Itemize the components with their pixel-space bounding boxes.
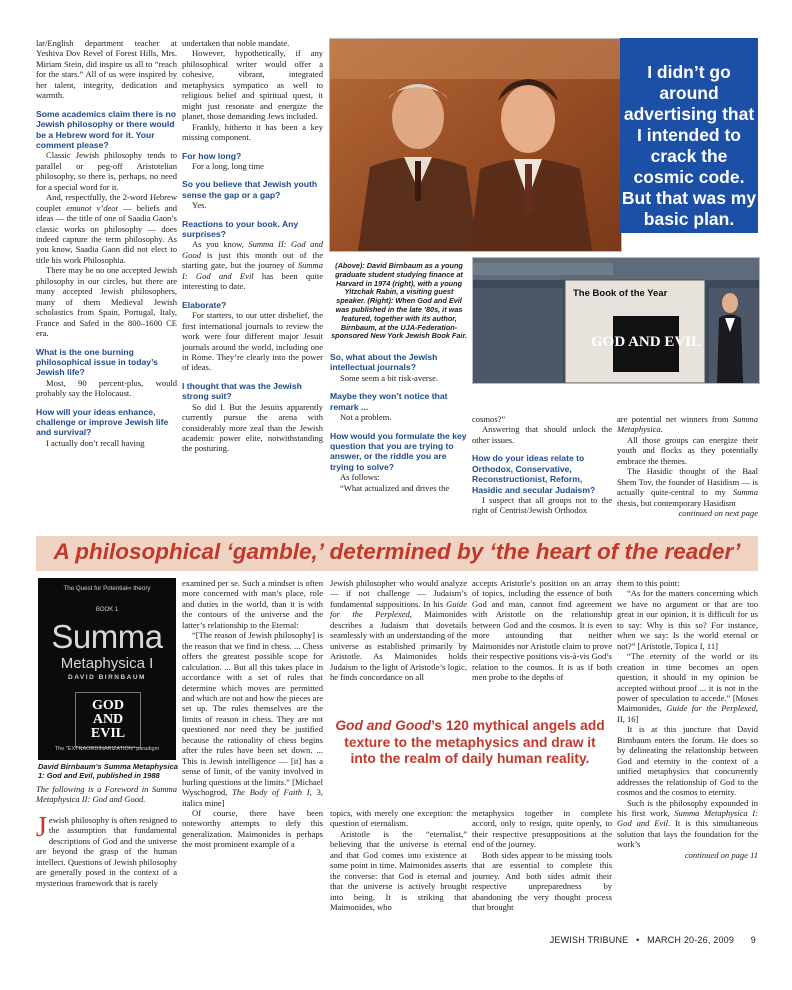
photo-birnbaum-rabin <box>329 38 622 252</box>
paragraph: I actually don’t recall having <box>46 437 145 448</box>
paragraph: All those groups can energize their youth and flocks as they potentially embrace the themes. <box>617 434 758 466</box>
foreword-column-1 <box>36 784 177 924</box>
foreword-column-3-lower <box>330 808 467 924</box>
interview-question: Maybe they won’t notice that remark ... <box>330 391 448 412</box>
headline-band <box>36 536 758 571</box>
paragraph: As you know, Summa II: God and Good is just this month out of the starting gate, but the journey of Summa I: God and Evil has been quite interesting to date. <box>182 239 323 292</box>
paragraph: As follows: <box>340 472 380 483</box>
pull-quote-box <box>620 38 758 233</box>
paragraph: For starters, to our utter disbelief, the first international journals to review the work were four different major Jesuit journals around the world, including one in Rome. They’re clearly into the power of ideas. <box>182 310 323 373</box>
photo-book-fair <box>472 257 760 384</box>
book-author: DAVID BIRNBAUM <box>68 674 146 681</box>
paragraph: Jewish philosopher who would analyze — if not challenge — Judaism’s fundamental suppositions. In his Guide for the Perplexed, Maimonides describes a Judaism that dovetails seamlessly with an understanding of the universe as established primarily by Aristotle. As Maimonides holds Judaism to the light of Aristotle’s logic, he finds concordance on all <box>330 578 467 683</box>
article-column-5 <box>617 414 758 530</box>
issue-date: MARCH 20-26, 2009 <box>647 935 735 945</box>
continued-note: continued on next page <box>678 508 758 519</box>
drop-cap: J <box>36 811 47 843</box>
article-column-1 <box>36 38 177 530</box>
paragraph: are potential net winners from Summa Metaphysica. <box>617 414 758 435</box>
interview-question: What is the one burning philosophical issue in today’s Jewish life? <box>36 346 158 378</box>
paragraph: examined per se. Such a mindset is often more concerned with man’s place, role and duties in the world, than it is with the contours of the universe and the latter’s relationship to the Eternal: <box>182 578 323 630</box>
book-subtitle: Metaphysica I <box>60 655 154 672</box>
paragraph: Most, 90 percent-plus, would probably say the Holocaust. <box>36 377 177 399</box>
paragraph: accepts Aristotle’s position on an array of topics, including the essence of both God and man, cannot find agreement with Aristotle on the relationship between God and the cosmos. It is even more astounding that neither Maimonides nor Aristotle claim to prove their respective positions vis-à-vis God’s relation to the cosmos. It is as if both men probe to the depths of <box>472 578 612 683</box>
interview-question: Reactions to your book. Any surprises? <box>182 218 299 240</box>
paragraph: And, respectfully, the 2-word Hebrew couplet emunot v’deot — beliefs and ideas — the title of one of Saadia Gaon’s classic works on philosophy — does indeed capture the term philosophy. As you know, Saadia Gaon did not elect to title his work Philosophia. <box>36 192 177 265</box>
foreword-column-4 <box>472 578 612 714</box>
publication-name: JEWISH TRIBUNE <box>549 935 629 945</box>
paragraph: It is at this juncture that David Birnbaum enters the forum. He does so by delineating the relationship between God and eternity in the context of a unified metaphysics that concurrently addresses the relationship of God to the cosmos and the cosmos to eternity. <box>617 724 758 798</box>
paragraph: cosmos?” <box>472 414 506 424</box>
paragraph: undertaken that noble mandate. <box>182 38 290 48</box>
paragraph: Such is the philosophy expounded in his first work, Summa Metaphysica I: God and Evil. It is this simultaneous solution that lays the foundation for the work’s <box>617 797 758 850</box>
paragraph: lar/English department teacher at Yeshiva Dov Revel of Forest Hills, Mrs. Miriam Stein, did inspire us all to “reach for the stars.” All of us were inspired by her talent, integrity, dedication and warmth. <box>36 38 177 101</box>
foreword-column-3 <box>330 578 467 714</box>
photo-image <box>330 39 621 251</box>
paragraph: them to this point: <box>617 578 680 588</box>
interview-question: I thought that was the Jewish strong suit? <box>182 380 302 402</box>
interview-question: So you believe that Jewish youth sense the gap or a gap? <box>182 179 318 200</box>
paragraph: Answering that should unlock the other issues. <box>472 424 612 445</box>
interview-question: So, what about the Jewish intellectual journals? <box>330 352 438 373</box>
booth-banner-text: The Book of the Year <box>573 288 668 299</box>
book-top-label: The Quest for Potential∞ theory <box>63 585 151 592</box>
headline: A philosophical ‘gamble,’ determined by ‘the heart of the reader’ <box>53 539 741 564</box>
interview-question: Some academics claim there is no Jewish philosophy or there would be a Hebrew word for it. Your comment please? <box>36 108 176 150</box>
pull-quote-angels <box>335 718 605 768</box>
book-fair-image <box>473 258 759 383</box>
paragraph: Classic Jewish philosophy tends to parallel or peg-off Aristotelian philosophy, so there is, perhaps, no need for a special word for it. <box>36 150 177 192</box>
pull-quote-rest: ’s 120 mythical angels add texture to the metaphysics and draw it into the realm of daily human reality. <box>344 718 605 766</box>
book-title: Summa <box>51 618 163 655</box>
photo-caption: (Above): David Birnbaum as a young graduate student studying finance at Harvard in 1974 (right), with a young Yitzchak Rabin, a visiting guest speaker. (Right): When God and Evil was published in the late ’80s, it was featured, together with its author, Birnbaum, at the UJA-Federation-sponsored New York Jewish Book Fair. <box>331 261 467 341</box>
page-number: 9 <box>750 935 756 945</box>
paragraph: Jewish philosophy is often resigned to the assumption that fundamental descriptions of God and the universe are beyond the grasp of the human intellect. Questions of Jewish philosophy are generally posed in the context of a mysterious framework that is rarely <box>36 811 177 888</box>
pull-quote-text: I didn’t go around advertising that I intended to crack the cosmic code. But that was my basic plan. <box>621 62 757 229</box>
paragraph: “As for the matters concerning which we have no argument or that are too great in our opinion, it is difficult for us to say: Why is this so? For instance, when we say: Is the world eternal or not?” [Aristotle, Topica I, 11] <box>617 588 758 651</box>
continued-note: continued on page 11 <box>684 849 758 860</box>
paragraph: Aristotle is the “eternalist,” believing that the universe is eternal and that God comes into existence at some point in time. Maimonides asserts the converse: that God is eternal and that the universe is actively brought into being. It is striking that Maimonides, who <box>330 828 467 913</box>
paragraph: “The eternity of the world or its creation in time becomes an open question, it should in my opinion be accepted without proof ... it is not in the power of speculation to accede.” [Moses Maimonides, Guide for the Perplexed, II, 16] <box>617 651 758 724</box>
foreword-column-4-lower <box>472 808 612 924</box>
paragraph: I suspect that all groups not to the right of Centrist/Jewish Orthodox <box>472 494 612 516</box>
book-caption: David Birnbaum’s Summa Metaphysica 1: God and Evil, published in 1988 <box>38 762 178 780</box>
article-column-4 <box>472 414 612 530</box>
foreword-intro: The following is a Foreword in Summa Metaphysica II: God and Good. <box>36 784 177 805</box>
pull-quote-emphasis: God and Good <box>335 718 432 733</box>
book-number: BOOK 1 <box>95 607 119 613</box>
paragraph: Yes. <box>192 200 207 211</box>
paragraph: The Hasidic thought of the Baal Shem Tov, the founder of Hasidism — is actually quite-central to my Summa thesis, but contemporary Hasidism <box>617 466 758 508</box>
interview-question: Elaborate? <box>182 299 227 310</box>
interview-question: How do your ideas relate to Orthodox, Conservative, Reconstructionist, Reform, Hasidic and secular Judaism? <box>472 453 596 495</box>
footer-bullet: • <box>636 935 640 945</box>
paragraph: Some seem a bit risk-averse. <box>340 372 439 383</box>
article-column-3 <box>330 352 467 530</box>
booth-sign-text: GOD AND EVIL <box>590 334 702 350</box>
interview-question: For how long? <box>182 150 242 161</box>
paragraph: There may be no one accepted Jewish philosophy in our circles, but there are many accepted Jewish philosophers, many of them Medieval Jewish scholastics from Spain, Portugal, Italy, France and Safed in the 800–1600 CE era. <box>36 265 177 339</box>
paragraph: “[The reason of Jewish philosophy] is the reason that we find in chess. ... Chess offers the greatest possible scope for calculation. ... But all this takes place in accordance with a set of rules that determine which moves are permitted and which are not and how the pieces are set up. The rules themselves are the limits of reason in chess. They are not questioned nor need they be justified because the rationality of chess begins after the rules have been set down. ... This is Jewish intelligence — [it] has a sense of limit, of the vanity involved in hurling questions at the limits.” [Michael Wyschogrod, The Body of Faith I, 3, italics mine] <box>182 630 323 808</box>
paragraph: metaphysics together in complete accord, only to resign, quite openly, to their respective presuppositions at the end of the journey. <box>472 808 612 850</box>
paragraph: “What actualized and drives the <box>340 482 450 493</box>
paragraph: Both sides appear to be missing tools that are essential to complete this journey. And both sides admit their respective unpreparedness by abandoning the very thought process that brought <box>472 849 612 913</box>
book-bottom-label: The "EXTRAORDINARIZATION" paradigm <box>54 746 160 752</box>
foreword-column-2 <box>182 578 323 924</box>
book-cover <box>38 578 176 760</box>
book-emblem: GOD AND EVIL <box>75 692 141 748</box>
paragraph: However, hypothetically, if any philosophical writer would offer a cohesive, vibrant, integrated metaphysics sympatico as well to religious belief and spiritual quest, it might just resonate and energize the planet, those demanding Jews included. <box>182 48 323 122</box>
article-column-2 <box>182 38 323 530</box>
foreword-column-5 <box>617 578 758 926</box>
paragraph: Frankly, hitherto it has been a key missing component. <box>182 121 323 143</box>
paragraph: Not a problem. <box>340 412 392 423</box>
interview-question: How would you formulate the key question that you are trying to answer, or the riddle you are trying to solve? <box>330 430 467 472</box>
page-footer <box>550 935 756 945</box>
paragraph: For a long, long time <box>192 160 264 171</box>
paragraph: So did I. But the Jesuits apparently currently pursue the arena with considerably more zeal than the Jewish academic power elite, notwithstanding the posturing. <box>182 401 323 454</box>
paragraph: Of course, there have been noteworthy attempts to defy this generalization. Maimonides is perhaps the most prominent example of a <box>182 807 323 850</box>
paragraph: topics, with merely one exception: the question of eternalism. <box>330 808 467 829</box>
interview-question: How will your ideas enhance, challenge or improve Jewish life and survival? <box>36 406 169 438</box>
